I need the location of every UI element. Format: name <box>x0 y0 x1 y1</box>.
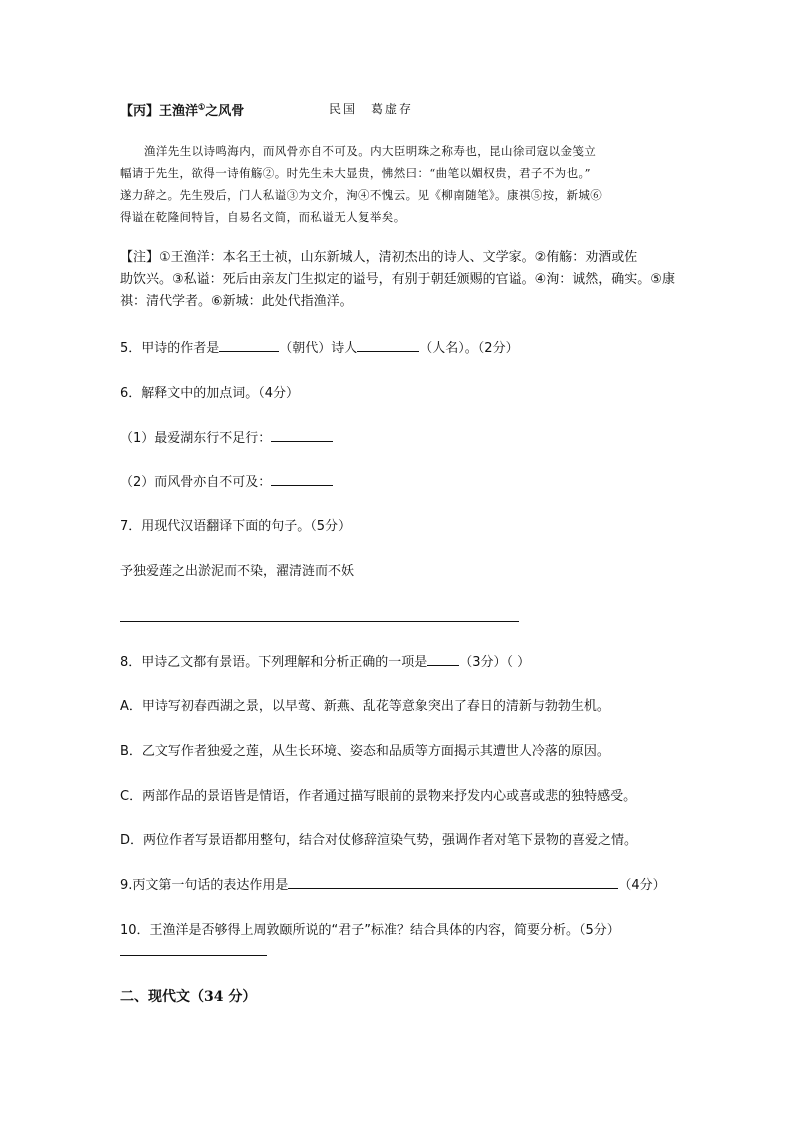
answer-blank-8[interactable] <box>427 651 459 666</box>
answer-blank-6-2[interactable] <box>271 471 333 486</box>
passage-line: 遂力辞之。先生殁后，门人私谥③为文介，洵④不愧云。见《柳南随笔》。康祺⑤按，新城⑥ <box>120 188 603 202</box>
passage-line: 得谥在乾隆间特旨，自易名文简，而私谥无人复举矣。 <box>120 210 406 224</box>
annotation-notes <box>120 247 680 313</box>
question-6: 6．解释文中的加点词。（4分） <box>120 386 300 401</box>
note-line: 【注】①王渔洋：本名王士祯，山东新城人，清初杰出的诗人、文学家。②侑觞：劝酒或佐 <box>120 250 638 265</box>
answer-blank-9[interactable] <box>288 874 618 889</box>
note-line: 助饮兴。③私谥：死后由亲友门生拟定的谥号，有别于朝廷颁赐的官谥。④洵：诚然，确实。⑤康 <box>120 272 675 287</box>
passage-author: 民国 葛虚存 <box>329 102 414 116</box>
passage-body <box>120 140 710 228</box>
question-6-item-1: （1）最爱湖东行不足行： <box>120 427 333 446</box>
question-5: 5．甲诗的作者是 （朝代）诗人 （人名）。（2分） <box>120 337 519 356</box>
question-6-item-2: （2）而风骨亦自不可及： <box>120 471 333 490</box>
question-7-sentence: 予独爱莲之出淤泥而不染，濯清涟而不妖 <box>120 564 355 579</box>
question-10: 10．王渔洋是否够得上周敦颐所说的“君子”标准？结合具体的内容，简要分析。（5分） <box>120 923 620 938</box>
section-heading: 二、现代文（34 分） <box>120 989 257 1005</box>
answer-blank-6-1[interactable] <box>271 427 333 442</box>
option-a[interactable]: A．甲诗写初春西湖之景，以早莺、新燕、乱花等意象突出了春日的清新与勃勃生机。 <box>120 699 610 714</box>
question-7: 7．用现代汉语翻译下面的句子。（5分） <box>120 519 352 534</box>
option-b[interactable]: B．乙文写作者独爱之莲，从生长环境、姿态和品质等方面揭示其遭世人冷落的原因。 <box>120 744 610 759</box>
answer-blank-poet[interactable] <box>357 337 419 352</box>
answer-blank-dynasty[interactable] <box>219 337 279 352</box>
question-9: 9.丙文第一句话的表达作用是 （4分） <box>120 874 666 893</box>
passage-line: 幅请于先生，欲得一诗侑觞②。时先生未大显贵，怫然曰：“曲笔以媚权贵，君子不为也。” <box>120 166 591 180</box>
passage-title: 【丙】王渔洋①之风骨 <box>120 101 245 119</box>
answer-line-7[interactable] <box>120 621 519 622</box>
passage-line: 渔洋先生以诗鸣海内，而风骨亦自不可及。内大臣明珠之称寿也，昆山徐司寇以金笺立 <box>144 144 597 158</box>
option-c[interactable]: C．两部作品的景语皆是情语，作者通过描写眼前的景物来抒发内心或喜或悲的独特感受。 <box>120 789 637 804</box>
passage-title-line <box>120 100 414 119</box>
note-line: 祺：清代学者。⑥新城：此处代指渔洋。 <box>120 294 353 309</box>
question-8: 8．甲诗乙文都有景语。下列理解和分析正确的一项是 （3分）（ ） <box>120 651 530 670</box>
answer-line-10[interactable] <box>120 955 267 956</box>
option-d[interactable]: D．两位作者写景语都用整句，结合对仗修辞渲染气势，强调作者对笔下景物的喜爱之情。 <box>120 833 638 848</box>
